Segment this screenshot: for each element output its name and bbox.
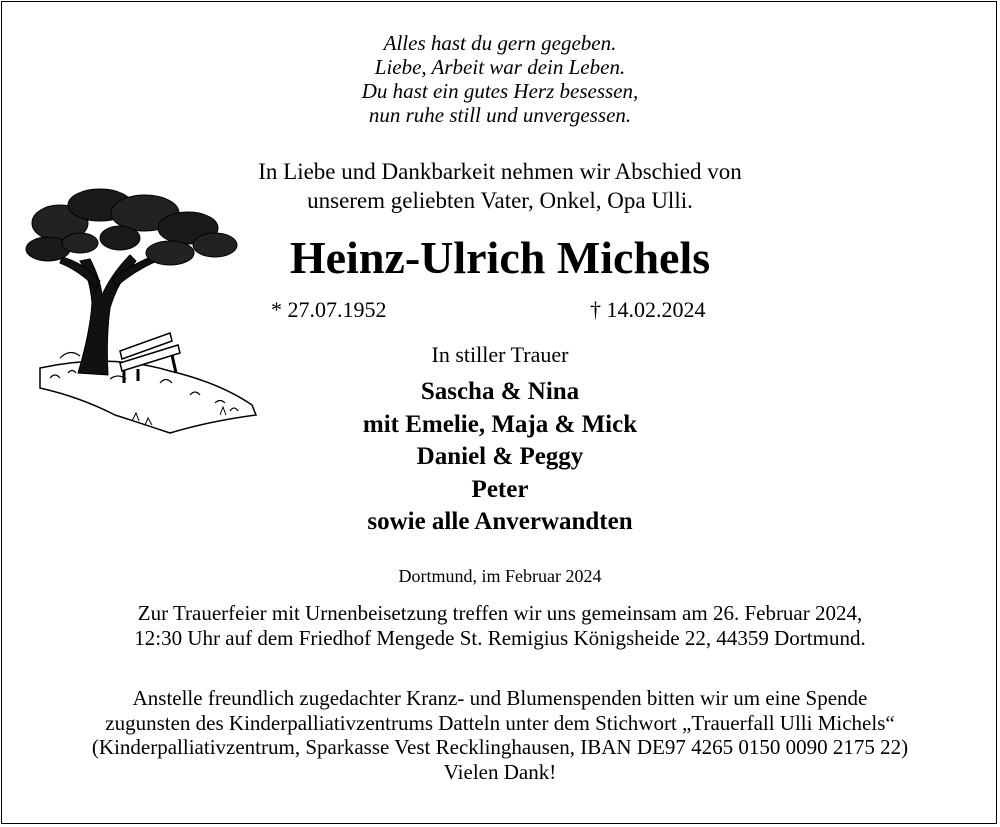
family-member: mit Emelie, Maja & Mick <box>362 410 638 438</box>
birth-date: * 27.07.1952 <box>271 297 387 322</box>
family-member: Daniel & Peggy <box>416 443 584 470</box>
family-member: sowie alle Anverwandten <box>367 508 633 535</box>
farewell-intro <box>0 157 1000 215</box>
place-date: Dortmund, im Februar 2024 <box>398 566 602 586</box>
family-member: Sascha & Nina <box>420 378 580 405</box>
donation-line: zugunsten des Kinderpalliativzentrums Datteln unter dem Stichwort „Trauerfall Ulli Michels“ <box>105 710 895 735</box>
donation-line: Vielen Dank! <box>443 759 557 784</box>
donation-line: (Kinderpalliativzentrum, Sparkasse Vest Recklinghausen, IBAN DE97 4265 0150 0090 2175 22) <box>91 735 909 759</box>
donation-line: Anstelle freundlich zugedachter Kranz- und Blumenspenden bitten wir um eine Spende <box>132 686 868 710</box>
ceremony-info <box>0 601 1000 651</box>
family-list <box>0 376 1000 539</box>
poem-line: Liebe, Arbeit war dein Leben. <box>374 55 626 79</box>
family-member: Peter <box>471 475 529 503</box>
mourning-label: In stiller Trauer <box>431 342 569 367</box>
intro-line: In Liebe und Dankbarkeit nehmen wir Abschied von <box>258 159 742 184</box>
memorial-poem <box>0 31 1000 127</box>
poem-line: Du hast ein gutes Herz besessen, <box>361 79 639 103</box>
deceased-name: Heinz-Ulrich Michels <box>289 232 711 283</box>
ceremony-line: Zur Trauerfeier mit Urnenbeisetzung treffen wir uns gemeinsam am 26. Februar 2024, <box>137 601 863 625</box>
death-date: † 14.02.2024 <box>590 297 706 322</box>
poem-line: Alles hast du gern gegeben. <box>383 31 617 55</box>
ceremony-line: 12:30 Uhr auf dem Friedhof Mengede St. Remigius Königsheide 22, 44359 Dortmund. <box>134 626 866 650</box>
intro-line: unserem geliebten Vater, Onkel, Opa Ulli. <box>307 188 693 213</box>
donation-info <box>0 686 1000 784</box>
poem-line: nun ruhe still und unvergessen. <box>368 103 632 127</box>
